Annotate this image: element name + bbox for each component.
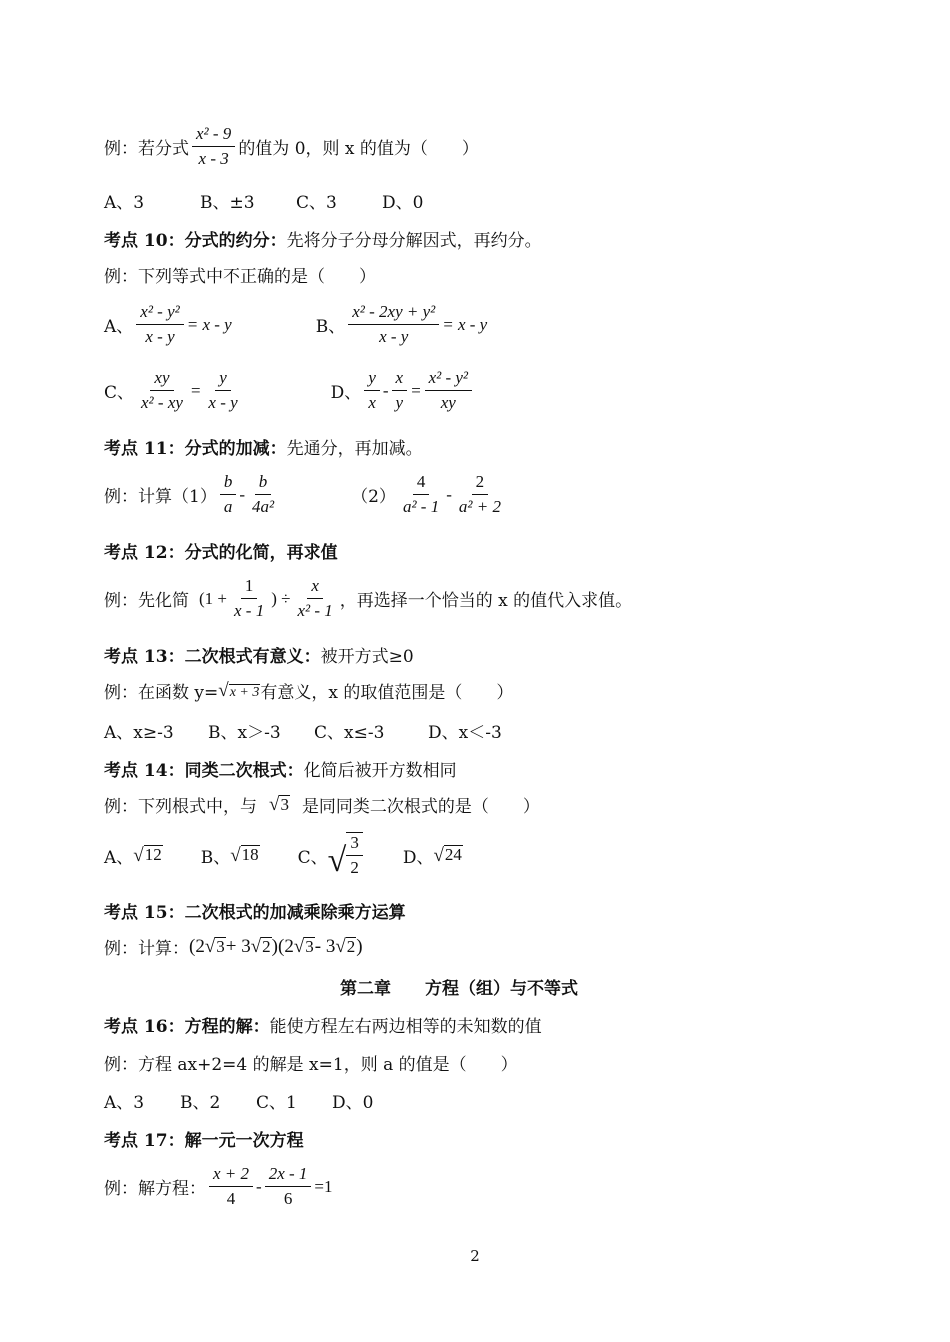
- sqrt-expression: √ 24: [433, 844, 462, 866]
- example-text: 例：下列根式中，与 √ 3 是同同类二次根式的是（ ）: [104, 794, 540, 817]
- fraction: $\frac{y}{x}$: [364, 368, 380, 413]
- options-row: A、x≥-3 B、x＞-3 C、x≤-3 D、x＜-3: [104, 723, 502, 743]
- fraction: $\frac{1}{x - 1}$: [234, 576, 265, 620]
- sqrt-expression: √ 18: [230, 844, 259, 866]
- example-simplify: 例：先化简 (1 + $\frac{1}{x - 1}$ ) ÷ $\frac{x}{\text{x² - 1}}$ ，再选择一个恰当的 x 的值代入求值。: [104, 576, 633, 620]
- example-equation: 例：解方程： $\frac{x + 2}{4}$ - $\frac{2x - 1}{6}$ =1: [104, 1164, 333, 1208]
- options-row: A、 √ 12 B、 √ 18 C、 √ $\frac{3}{2}$ D、 √ 24: [104, 833, 462, 879]
- fraction: $\frac{2x - 1}{6}$: [265, 1164, 312, 1209]
- options-row: C、 $\frac{xy}{\text{x² - xy}}$ = $\frac{y}{x - y}$ D、 $\frac{y}{x}$ - $\frac{x}{y}$ = $\frac{\text{x² - y²}}{xy}$: [104, 368, 475, 413]
- example-calc: 例：计算： (2 √ 3 + 3 √ 2 )(2 √ 3 - 3 √ 2 ): [104, 935, 363, 959]
- fraction: $\frac{\text{x² - y²}}{xy}$: [425, 368, 472, 413]
- topic-heading: 考点 12：分式的化简，再求值: [104, 543, 338, 563]
- topic-heading: 考点 10：分式的约分： 先将分子分母分解因式，再约分。: [104, 231, 542, 251]
- example-text: 例：在函数 y= √ x + 3 有意义，x 的取值范围是（ ）: [104, 680, 514, 703]
- options-row: A、3 B、±3 C、3 D、0: [104, 193, 424, 213]
- topic-heading: 考点 17：解一元一次方程: [104, 1131, 304, 1151]
- example-calc: 例：计算（1） $\frac{b}{a}$ - $\frac{b}{\text{4a²}}$ （2） $\frac{4}{\text{a² - 1}}$ - $\frac{2}{\text{a² + 2}}$: [104, 472, 508, 517]
- page-number: 2: [470, 1247, 480, 1265]
- fraction: $\frac{\text{x² - 2xy + y²}}{x - y}$: [348, 302, 439, 347]
- sqrt-expression: √ 3: [269, 794, 289, 816]
- options-row: A、3 B、2 C、1 D、0: [104, 1093, 374, 1113]
- fraction: $\frac{4}{\text{a² - 1}}$: [402, 472, 440, 516]
- fraction: $\frac{b}{\text{4a²}}$: [252, 472, 275, 516]
- fraction: $\frac{x}{y}$: [392, 368, 408, 413]
- sqrt-fraction: √ $\frac{3}{2}$: [328, 832, 363, 878]
- fraction: $\frac{\text{x² - 9}}{x - 3}$: [192, 124, 235, 169]
- fraction: $\frac{x + 2}{4}$: [209, 1164, 253, 1209]
- fraction: $\frac{2}{\text{a² + 2}}$: [458, 472, 501, 516]
- fraction: $\frac{\text{x² - y²}}{x - y}$: [136, 302, 183, 347]
- topic-heading: 考点 15：二次根式的加减乘除乘方运算: [104, 903, 406, 923]
- chapter-heading: 第二章 方程（组）与不等式: [340, 979, 578, 999]
- topic-heading: 考点 13：二次根式有意义： 被开方式≥0: [104, 647, 414, 667]
- fraction: $\frac{x}{\text{x² - 1}}$: [297, 576, 333, 620]
- fraction: $\frac{b}{a}$: [220, 472, 237, 517]
- topic-heading: 考点 14：同类二次根式： 化简后被开方数相同: [104, 761, 457, 781]
- topic-heading: 考点 11：分式的加减： 先通分，再加减。: [104, 439, 423, 459]
- options-row: A、 $\frac{\text{x² - y²}}{x - y}$ = x - y B、 $\frac{\text{x² - 2xy + y²}}{x - y}$ = x - y: [104, 302, 488, 346]
- example-text: 例：方程 ax+2=4 的解是 x=1，则 a 的值是（ ）: [104, 1055, 518, 1075]
- sqrt-expression: √ 12: [133, 844, 162, 866]
- example-fraction-zero: 例：若分式 $\frac{\text{x² - 9}}{x - 3}$ 的值为 0，则 x 的值为（ ）: [104, 124, 479, 168]
- example-text: 例：下列等式中不正确的是（ ）: [104, 267, 376, 287]
- sqrt-expression: √ x + 3: [218, 680, 260, 701]
- fraction: $\frac{y}{x - y}$: [208, 368, 238, 412]
- topic-heading: 考点 16：方程的解： 能使方程左右两边相等的未知数的值: [104, 1017, 542, 1037]
- fraction: $\frac{xy}{\text{x² - xy}}$: [141, 368, 183, 412]
